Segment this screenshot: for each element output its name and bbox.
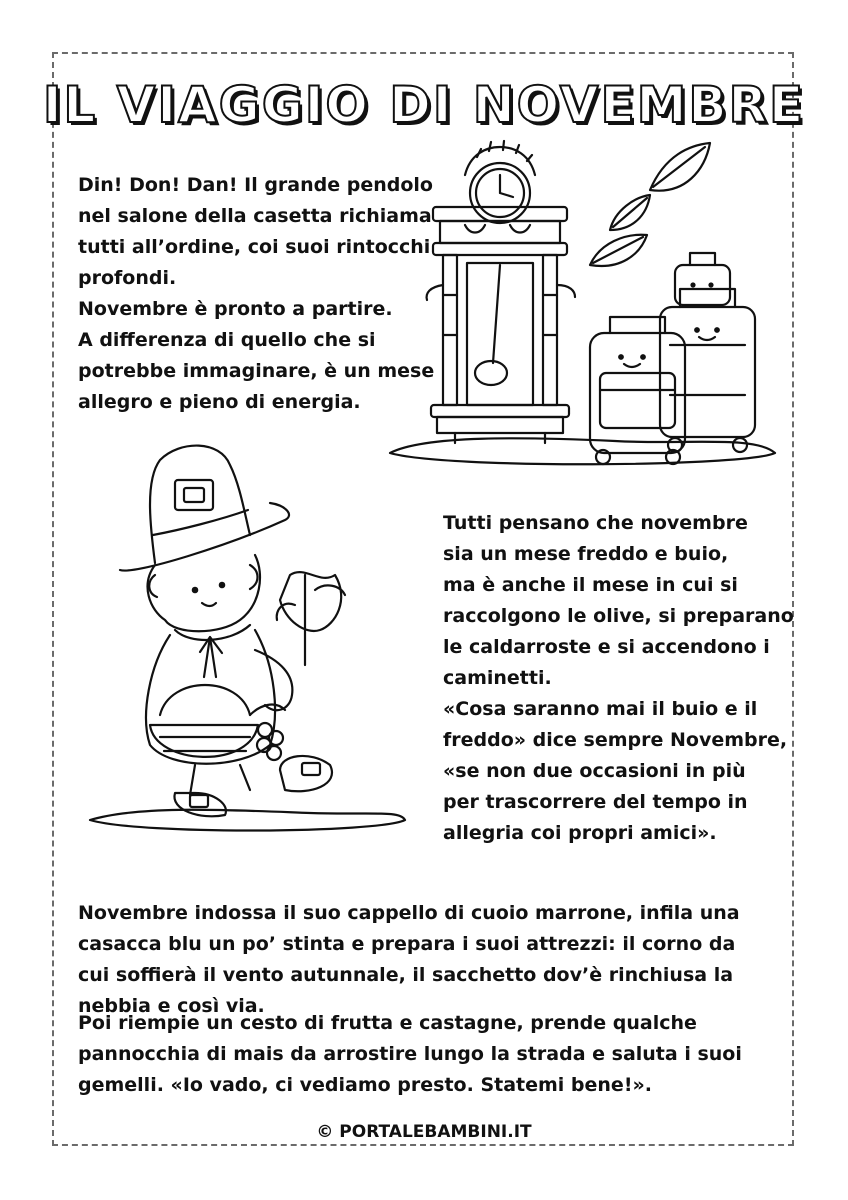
text-line: freddo» dice sempre Novembre,: [443, 729, 788, 751]
text-line: potrebbe immaginare, è un mese: [78, 360, 435, 382]
text-line: raccolgono le olive, si preparano: [443, 605, 794, 627]
text-line: tutti all’ordine, coi suoi rintocchi: [78, 236, 431, 258]
text-line: le caldarroste e si accendono i: [443, 636, 770, 658]
text-line: per trascorrere del tempo in: [443, 791, 748, 813]
text-line: A differenza di quello che si: [78, 329, 376, 351]
text-line: sia un mese freddo e buio,: [443, 543, 729, 565]
text-line: allegria coi propri amici».: [443, 822, 717, 844]
text-line: «Cosa saranno mai il buio e il: [443, 698, 758, 720]
text-line: ma è anche il mese in cui si: [443, 574, 738, 596]
text-line: caminetti.: [443, 667, 552, 689]
text-line: Novembre è pronto a partire.: [78, 298, 393, 320]
text-line: Din! Don! Dan! Il grande pendolo: [78, 174, 433, 196]
text-line: «se non due occasioni in più: [443, 760, 746, 782]
clock-suitcases-illustration: [385, 135, 780, 470]
text-line: nel salone della casetta richiama: [78, 205, 432, 227]
text-line: Tutti pensano che novembre: [443, 512, 748, 534]
text-line: allegro e pieno di energia.: [78, 391, 361, 413]
page-title: IL VIAGGIO DI NOVEMBRE: [42, 76, 806, 134]
paragraph-four: Poi riempie un cesto di frutta e castagne, prende qualche pannocchia di mais da arrostire lungo la strada e saluta i suoi gemelli. «Io vado, ci vediamo presto. Statemi bene!».: [78, 1012, 742, 1096]
text-line: profondi.: [78, 267, 177, 289]
paragraph-three: Novembre indossa il suo cappello di cuoio marrone, infila una casacca blu un po’ stinta e prepara i suoi attrezzi: il corno da cui soffierà il vento autunnale, il sacchetto dov’è rinchiusa la nebbia e così via.: [78, 902, 740, 1017]
middle-paragraph: [443, 508, 794, 849]
intro-paragraph: [78, 170, 434, 418]
pilgrim-child-illustration: [80, 425, 420, 850]
copyright-footer: © PORTALEBAMBINI.IT: [316, 1122, 532, 1142]
